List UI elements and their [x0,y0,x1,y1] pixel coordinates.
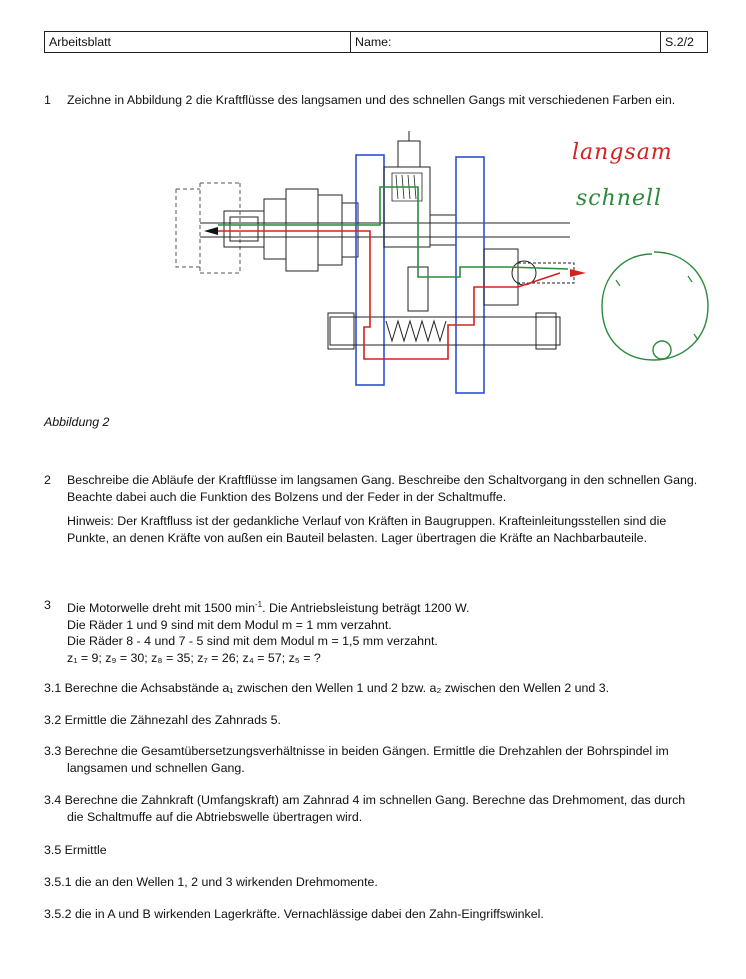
task-2 [44,472,704,546]
subtask-3-3: 3.3 Berechne die Gesamtübersetzungsverhältnisse in beiden Gängen. Ermittle die Drehzahlen der Bohrspindel im langsamen und schnellen Gang. [44,744,669,775]
shift-sleeve-top [398,141,420,167]
figure-caption: Abbildung 2 [44,415,110,429]
header-worksheet-label: Arbeitsblatt [45,32,351,53]
bearing-left [264,199,286,259]
bearing-block-left [286,189,318,271]
output-shaft [518,263,574,283]
task-2-text: Beschreibe die Abläufe der Kraftflüsse im langsamen Gang. Beschreibe den Schaltvorgang in den schnellen Gang. Beachte dabei auch die Funktion des Bolzens und der Feder in der Schaltmuffe. [67,473,698,504]
subtask-3-5: 3.5 Ermittle [44,843,107,857]
subtask-3-5-2: 3.5.2 die in A und B wirkenden Lagerkräfte. Vernachlässige dabei den Zahn-Eingriffswinkel. [44,907,544,921]
subtask-3-1: 3.1 Berechne die Achsabstände a₁ zwischen den Wellen 1 und 2 bzw. a₂ zwischen den Wellen 2 und 3. [44,681,610,695]
task-1-number: 1 [44,93,51,107]
bearing-countershaft-left [328,313,354,349]
housing-step [318,195,342,265]
force-path-slow [218,231,560,359]
task-2-number: 2 [44,473,51,487]
task-3-line-3: Die Räder 8 - 4 und 7 - 5 sind mit dem Modul m = 1,5 mm verzahnt. [67,634,438,649]
task-3-line-4: z₁ = 9; z₉ = 30; z₈ = 35; z₇ = 26; z₄ = 57; z₅ = ? [67,650,321,665]
subtask-3-4: 3.4 Berechne die Zahnkraft (Umfangskraft) am Zahnrad 4 im schnellen Gang. Berechne das Drehmoment, das durch die Schaltmuffe auf die Abtriebswelle übertragen wird. [44,793,686,824]
input-arrow-right [570,269,586,277]
task-3-line-1: Die Motorwelle dreht mit 1500 $\min^{-1}$. Die Antriebsleistung beträgt 1200 W. [67,600,470,616]
output-arrow-left [204,227,218,235]
countershaft-spring [386,321,446,341]
handwritten-label-fast: schnell [576,186,663,211]
handwritten-circle-sketch [596,246,712,366]
header-page-number: S.2/2 [661,32,708,53]
task-3-line-2: Die Räder 1 und 9 sind mit dem Modul m = 1 mm verzahnt. [67,617,392,632]
task-1-text: Zeichne in Abbildung 2 die Kraftflüsse des langsamen und des schnellen Gangs mit verschiedenen Farben ein. [67,93,676,107]
subtask-3-2: 3.2 Ermittle die Zähnezahl des Zahnrads 5. [44,713,281,727]
bearing-countershaft-right [536,313,556,349]
force-path-fast [218,187,568,277]
gear-hub [430,215,456,245]
task-3 [44,597,704,666]
header-name-field: Name: [351,32,661,53]
gearbox-drawing [160,127,600,397]
task-2-hint: Hinweis: Der Kraftfluss ist der gedankliche Verlauf von Kräften in Baugruppen. Krafteinleitungsstellen sind die Punkte, an denen Kräfte von außen ein Bauteil belasten. Lager übertragen die Kräfte an Nachbarbauteile. [67,514,667,545]
task-1 [44,92,704,109]
task-3-number: 3 [44,598,51,612]
handwritten-label-slow: langsam [572,140,673,165]
worksheet-header [44,31,708,53]
clutch-housing [384,167,430,247]
subtask-3-5-1: 3.5.1 die an den Wellen 1, 2 und 3 wirkenden Drehmomente. [44,875,378,889]
